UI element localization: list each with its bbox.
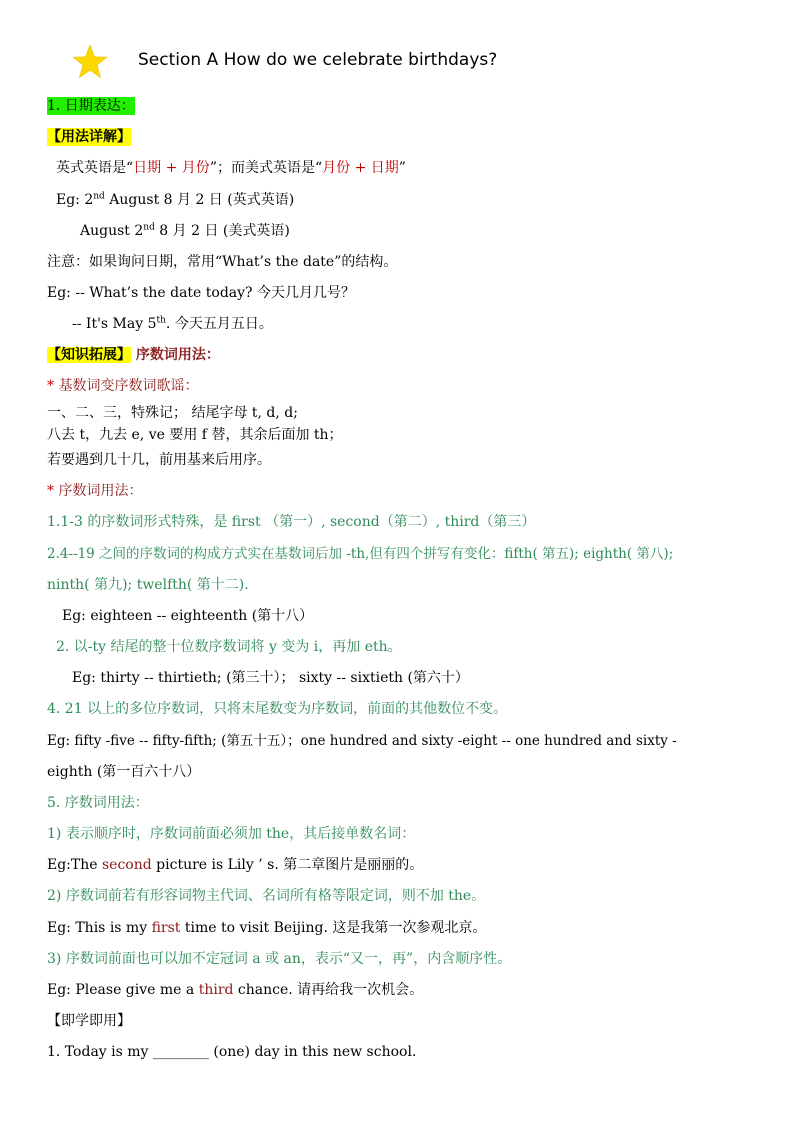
section-heading-date: 1. 日期表达：	[47, 98, 135, 114]
rule-1: 1.1-3 的序数词形式特殊，是 first （第一）, second（第二）, third（第三）	[47, 514, 536, 530]
example-second-picture: Eg:The second picture is Lily ’ s. 第二章图片是丽丽的。	[47, 857, 424, 873]
rule-2-line-1: 2.4--19 之间的序数词的构成方式实在基数词后加 -th,但有四个拼写有变化：fifth( 第五); eighth( 第八);	[47, 546, 674, 562]
example-date-answer: -- It's May 5th. 今天五月五日。	[72, 315, 273, 332]
example-american: August 2nd 8 月 2 日 (美式英语)	[80, 222, 290, 239]
date-format-rule: 英式英语是“日期 + 月份”；而美式英语是“月份 + 日期”	[56, 160, 406, 176]
example-date-question: Eg: -- What’s the date today? 今天几月几号？	[47, 285, 355, 301]
usage-tag: 【用法详解】	[47, 129, 131, 145]
usage-heading: * 序数词用法：	[47, 483, 143, 499]
example-compound-ordinal-line-1: Eg: fifty -five -- fifty-fifth; (第五十五）；one hundred and sixty -eight -- one hundred and sixty -	[47, 733, 677, 749]
rhyme-line-3: 若要遇到几十几，前用基来后用序。	[47, 452, 271, 468]
rule-5-1: 1) 表示顺序时，序数词前面必须加 the，其后接单数名词：	[47, 826, 416, 842]
rule-3: 2. 以-ty 结尾的整十位数序数词将 y 变为 i，再加 eth。	[56, 639, 402, 655]
example-ty-ordinals: Eg: thirty -- thirtieth; (第三十）； sixty -- sixtieth (第六十）	[72, 670, 469, 686]
example-eighteenth: Eg: eighteen -- eighteenth (第十八）	[62, 608, 314, 624]
knowledge-extension-heading: 【知识拓展】 序数词用法：	[47, 347, 220, 363]
example-compound-ordinal-line-2: eighth (第一百六十八）	[47, 764, 201, 780]
rule-5-heading: 5. 序数词用法：	[47, 795, 149, 811]
star-icon	[72, 44, 108, 80]
rule-5-2: 2) 序数词前若有形容词物主代词、名词所有格等限定词，则不加 the。	[47, 888, 486, 904]
rule-4: 4. 21 以上的多位序数词，只将末尾数变为序数词，前面的其他数位不变。	[47, 701, 508, 717]
practice-heading: 【即学即用】	[47, 1013, 131, 1029]
practice-question-1: 1. Today is my ________ (one) day in this new school.	[47, 1044, 417, 1060]
rhyme-line-2: 八去 t，九去 e, ve 要用 f 替，其余后面加 th；	[47, 427, 343, 443]
page-title: Section A How do we celebrate birthdays?	[138, 50, 498, 70]
rhyme-heading: * 基数词变序数词歌谣：	[47, 378, 199, 394]
rule-5-3: 3) 序数词前面也可以加不定冠词 a 或 an，表示“又一，再”，内含顺序性。	[47, 951, 512, 967]
rhyme-line-1: 一、二、三，特殊记； 结尾字母 t, d, d;	[47, 405, 298, 421]
rule-2-line-2: ninth( 第九); twelfth( 第十二).	[47, 577, 249, 593]
example-third-chance: Eg: Please give me a third chance. 请再给我一次机会。	[47, 982, 424, 998]
example-british: Eg: 2nd August 8 月 2 日 (英式英语)	[56, 191, 295, 208]
example-first-time: Eg: This is my first time to visit Beijing. 这是我第一次参观北京。	[47, 920, 487, 936]
note-date-question: 注意：如果询问日期，常用“What’s the date”的结构。	[47, 254, 398, 270]
